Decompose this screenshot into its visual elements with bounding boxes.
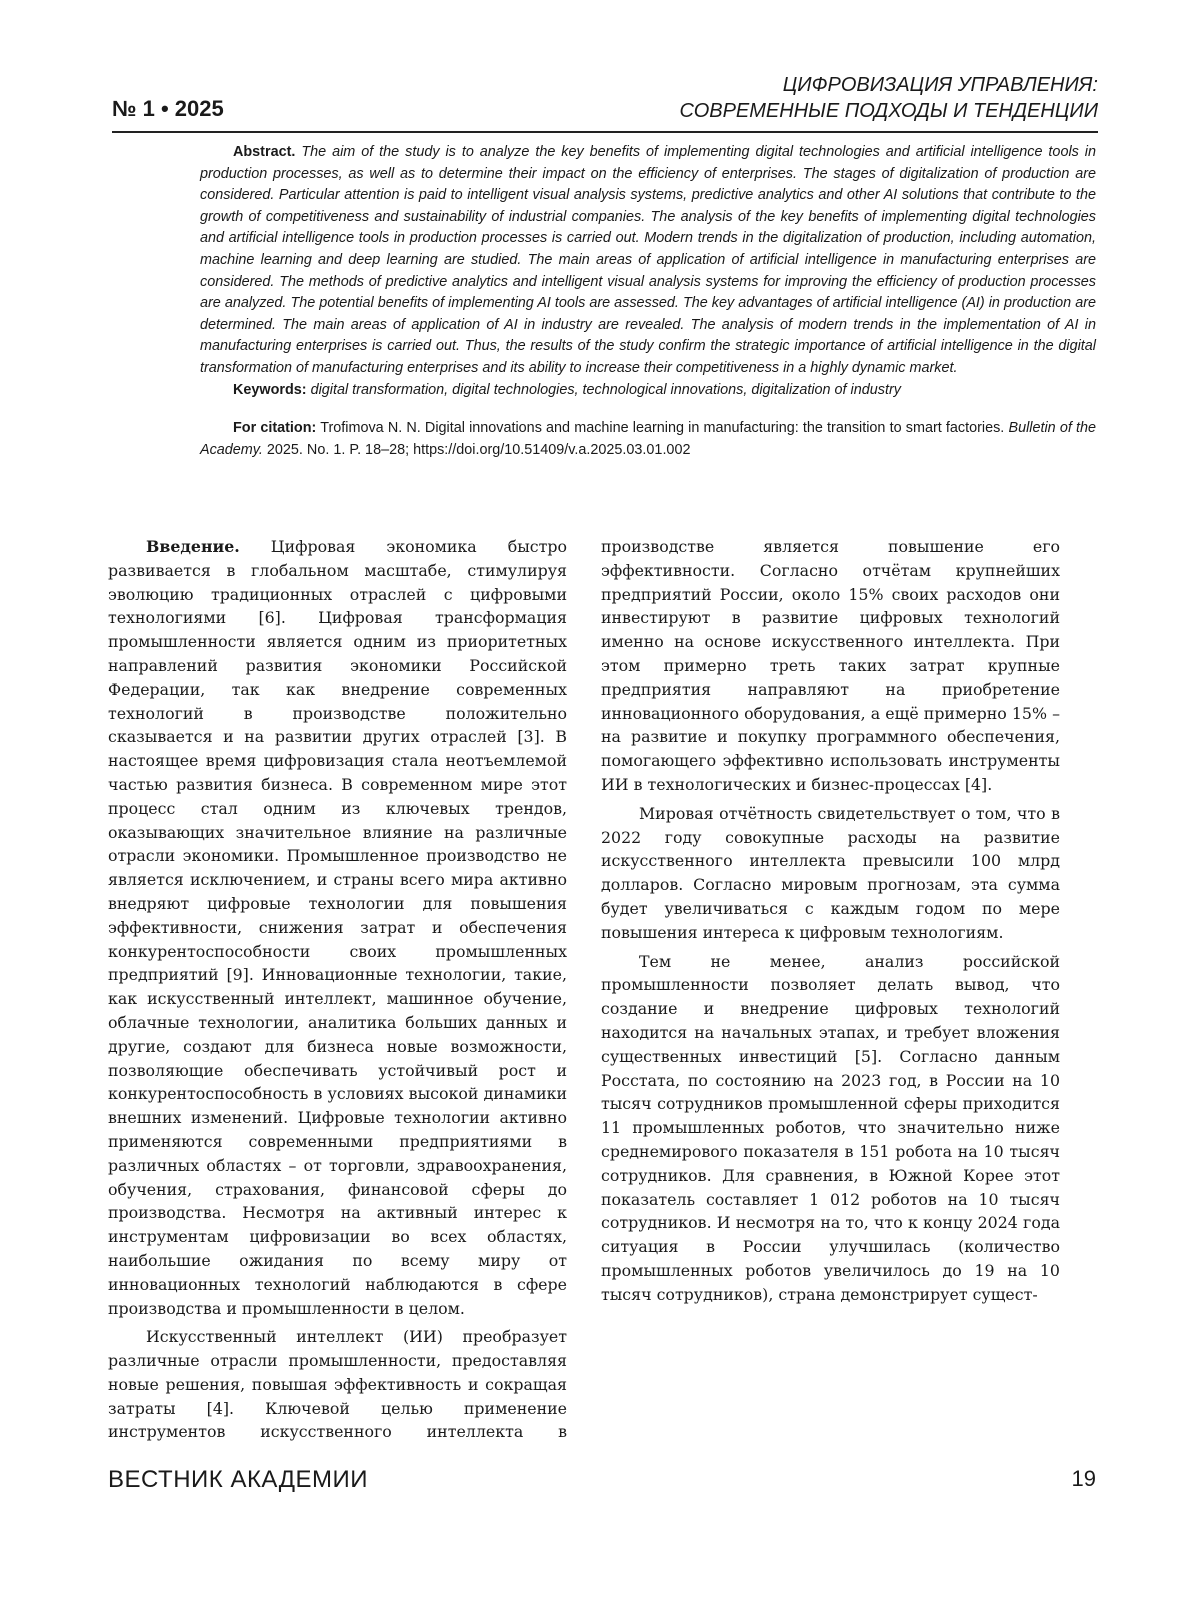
citation-text: Trofimova N. N. Digital innovations and machine learning in manufacturing: the transition to smart factories. xyxy=(320,420,1005,437)
abstract-text: The aim of the study is to analyze the key benefits of implementing digital technologies and artificial intelligence tools in production processes, as well as to determine their impact on the efficiency of enterprises. The stages of digitalization of production are considered. Particular attention is paid to intelligent visual analysis systems, predictive analytics and other AI solutions that contribute to the growth of competitiveness and sustainability of industrial companies. The analysis of the key benefits of implementing digital technologies and artificial intelligence tools in production processes is carried out. Modern trends in the digitalization of production, including automation, machine learning and deep learning are studied. The main areas of application of artificial intelligence in manufacturing enterprises are considered. The methods of predictive analytics and intelligent visual analysis systems for improving the efficiency of production processes are analyzed. The potential benefits of implementing AI tools are assessed. The key advantages of artificial intelligence (AI) in production are determined. The main areas of application of AI in industry are revealed. The analysis of modern trends in the implementation of AI in manufacturing enterprises is carried out. Thus, the results of the study confirm the strategic importance of artificial intelligence in the digital transformation of manufacturing enterprises and its ability to increase their competitiveness in a highly dynamic market. xyxy=(200,144,1096,376)
body-paragraph-russia-robots: Тем не менее, анализ российской промышленности позволяет делать вывод, что создание и внедрение цифровых технологий находится на начальных этапах, и требует вложения существенных инвестиций [5]. Согласно данным Росстата, по состоянию на 2023 год, в России на 10 тысяч сотрудников промышленной сферы приходится 11 промышленных роботов, что значительно ниже среднемирового показателя в 151 робота на 10 тысяч сотрудников. Для сравнения, в Южной Корее этот показатель составляет 1 012 роботов на 10 тысяч сотрудников. И несмотря на то, что к концу 2024 года ситуация в России улучшилась (количество промышленных роботов увеличилось до 19 на 10 тысяч сотрудников), страна демонстрирует сущест- xyxy=(601,951,1060,1304)
abstract-paragraph xyxy=(200,142,1096,380)
citation-paragraph xyxy=(200,418,1096,461)
page-number: 19 xyxy=(1071,1466,1096,1491)
citation-label: For citation: xyxy=(233,420,317,437)
article-body xyxy=(108,535,1060,1447)
body-paragraph-introduction xyxy=(108,535,567,1320)
citation-doi: 2025. No. 1. P. 18–28; https://doi.org/10.51409/v.a.2025.03.01.002 xyxy=(266,441,691,458)
abstract-block xyxy=(200,142,1096,461)
section-title xyxy=(679,72,1098,124)
body-paragraph-global-spending: Мировая отчётность свидетельствует о том, что в 2022 году совокупные расходы на развитие искусственного интеллекта превысили 100 млрд долларов. Согласно мировым прогнозам, эта сумма будет увеличиваться с каждым годом по мере повышения интереса к цифровым технологиям. xyxy=(601,803,1060,942)
abstract-label: Abstract. xyxy=(233,144,296,160)
body-paragraph-ai: Искусственный интеллект (ИИ) преобразует различные отрасли промышленности, предоставляя новые решения, повышая эффективность и сокращая затраты [4]. Ключевой целью применение инструментов искусственного интеллекта в производстве является повышение его эффективности. Согласно отчётам крупнейших предприятий России, около 15% своих расходов они инвестируют в развитие цифровых технологий именно на основе искусственного интеллекта. При этом примерно треть таких затрат крупные предприятия направляют на приобретение инновационного оборудования, а ещё примерно 15% – на развитие и покупку программного обеспечения, помогающего эффективно использовать инструменты ИИ в технологических и бизнес-процессах [4]. xyxy=(108,537,1060,1442)
introduction-text: Цифровая экономика быстро развивается в глобальном масштабе, стимулируя эволюцию традиционных отраслей с цифровыми технологиями [6]. Цифровая трансформация промышленности является одним из приоритетных направлений развития экономики Российской Федерации, так как внедрение современных технологий в производстве положительно сказывается и на развитии других отраслей [3]. В настоящее время цифровизация стала неотъемлемой частью развития бизнеса. В современном мире этот процесс стал одним из ключевых трендов, оказывающих значительное влияние на различные отрасли экономики. Промышленное производство не является исключением, и страны всего мира активно внедряют цифровые технологии для повышения эффективности, снижения затрат и обеспечения конкурентоспособности своих промышленных предприятий [9]. Инновационные технологии, такие, как искусственный интеллект, машинное обучение, облачные технологии, аналитика больших данных и другие, создают для бизнеса новые возможности, позволяющие обеспечивать устойчивый рост и конкурентоспособность в условиях высокой динамики внешних изменений. Цифровые технологии активно применяются современными предприятиями в различных областях – от торговли, здравоохранения, обучения, страхования, финансовой сферы до производства. Несмотря на активный интерес к инструментам цифровизации во всех областях, наибольшие ожидания по всему миру от инновационных технологий наблюдаются в сфере производства и промышленности в целом. xyxy=(108,537,568,1318)
journal-name: ВЕСТНИК АКАДЕМИИ xyxy=(108,1466,368,1493)
citation-journal: Bulletin of the Academy. xyxy=(200,420,1097,458)
section-title-line-1: ЦИФРОВИЗАЦИЯ УПРАВЛЕНИЯ: xyxy=(782,74,1098,96)
issue-number: № 1 • 2025 xyxy=(112,96,224,121)
keywords-text: digital transformation, digital technologies, technological innovations, digitalization of industry xyxy=(310,381,901,398)
header-divider xyxy=(112,131,1098,133)
keywords-paragraph xyxy=(200,380,1096,402)
section-title-line-2: СОВРЕМЕННЫЕ ПОДХОДЫ И ТЕНДЕНЦИИ xyxy=(679,100,1098,122)
introduction-heading: Введение. xyxy=(146,537,240,556)
keywords-label: Keywords: xyxy=(233,381,307,398)
